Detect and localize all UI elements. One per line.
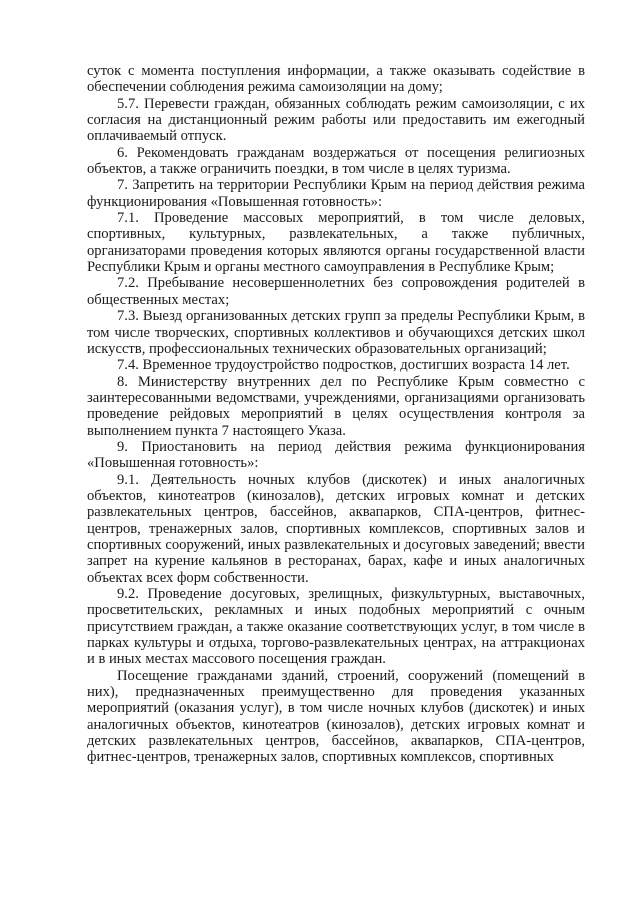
paragraph-7: 7. Запретить на территории Республики Крым на период действия режима функционирования «Повышенная готовность»:: [87, 177, 585, 210]
paragraph-continuation: суток с момента поступления информации, а также оказывать содействие в обеспечении соблюдения режима самоизоляции на дому;: [87, 63, 585, 96]
paragraph-7-2: 7.2. Пребывание несовершеннолетних без сопровождения родителей в общественных местах;: [87, 275, 585, 308]
paragraph-7-4: 7.4. Временное трудоустройство подростков, достигших возраста 14 лет.: [117, 357, 570, 374]
paragraph-8: 8. Министерству внутренних дел по Республике Крым совместно с заинтересованными ведомствами, учреждениями, организациями организовать проведение рейдовых мероприятий в целях осуществления контроля за выполнением пункта 7 настоящего Указа.: [87, 373, 585, 439]
paragraph-5-7: 5.7. Перевести граждан, обязанных соблюдать режим самоизоляции, с их согласия на дистанционный режим работы или предоставить им ежегодный оплачиваемый отпуск.: [87, 95, 585, 145]
paragraph-9: 9. Приостановить на период действия режима функционирования «Повышенная готовность»:: [87, 438, 585, 472]
paragraph-visit-restriction: Посещение гражданами зданий, строений, сооружений (помещений в них), предназначенных преимущественно для проведения указанных мероприятий (оказания услуг), в том числе ночных клубов (дискотек) и иных аналогичных объектов, кинотеатров (кинозалов), детских игровых комнат и детских развлекательных центров, бассейнов, аквапарков, СПА-центров, фитнес-центров, тренажерных залов, спортивных комплексов, спортивных: [87, 667, 585, 766]
paragraph-9-1: 9.1. Деятельность ночных клубов (дискотек) и иных аналогичных объектов, кинотеатров (кинозалов), детских игровых комнат и детских развлекательных центров, бассейнов, аквапарков, СПА-центров, фитнес-центров, тренажерных залов, спортивных комплексов, спортивных залов и спортивных сооружений, иных развлекательных и досуговых заведений; ввести запрет на курение кальянов в ресторанах, барах, кафе и иных аналогичных объектах всех форм собственности.: [87, 471, 585, 586]
paragraph-6: 6. Рекомендовать гражданам воздержаться от посещения религиозных объектов, а также ограничить поездки, в том числе в целях туризма.: [87, 144, 585, 178]
document-body: [87, 63, 585, 766]
paragraph-7-3: 7.3. Выезд организованных детских групп за пределы Республики Крым, в том числе творческих, спортивных коллективов и обучающихся детских школ искусств, профессиональных технических образовательных организаций;: [87, 308, 585, 357]
paragraph-9-2: 9.2. Проведение досуговых, зрелищных, физкультурных, выставочных, просветительских, рекламных и иных подобных мероприятий с очным присутствием граждан, а также оказание соответствующих услуг, в том числе в парках культуры и отдыха, торгово-развлекательных центрах, на аттракционах и в иных местах массового посещения граждан.: [87, 586, 585, 668]
paragraph-7-1: 7.1. Проведение массовых мероприятий, в том числе деловых, спортивных, культурных, развлекательных, а также публичных, организаторами проведения которых являются органы государственной власти Республики Крым и органы местного самоуправления в Республике Крым;: [87, 210, 585, 276]
